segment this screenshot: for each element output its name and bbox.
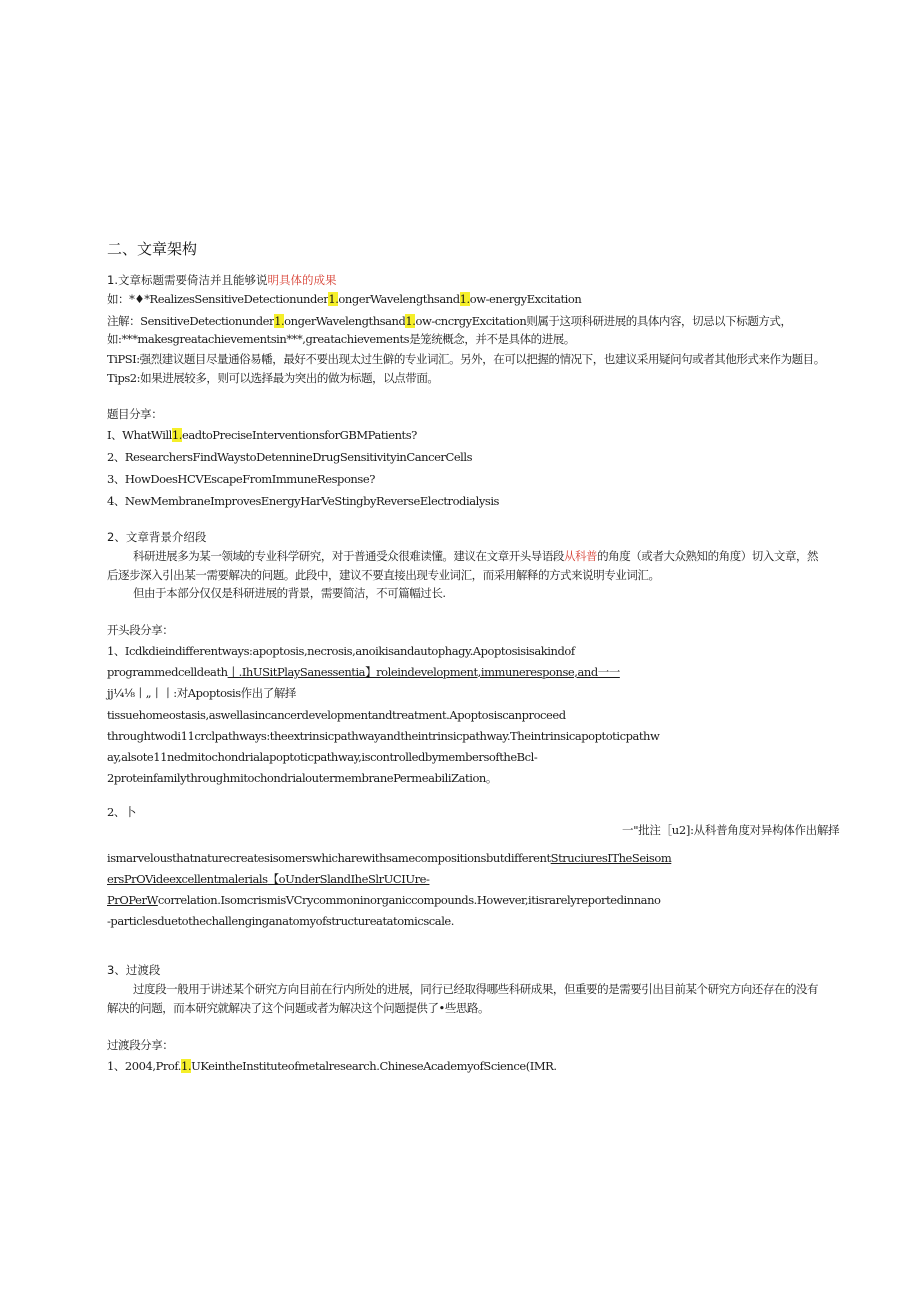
highlight: 1. [181, 1059, 192, 1073]
note-text: ongerWavelengthsand [284, 314, 406, 328]
title-heading [107, 272, 907, 288]
opening-2-line-1: 2、卜 [107, 805, 136, 819]
highlight: 1. [459, 292, 470, 306]
title-example [107, 291, 907, 307]
paragraph-text: 科研进展多为某一领域的专业科学研究，对于普通受众很难读懂。建议在文章开头导语段 [133, 549, 564, 563]
underlined-text: 丨.IhUSitPlaySanessentia】roleindevelopment,immuneresponse,and一一 [227, 665, 620, 679]
opening-2-line-3 [107, 871, 907, 887]
underlined-text: 【oUnderSlandIheSlrUCIUre- [267, 872, 430, 886]
item-text: 1、2004,Prof. [107, 1059, 181, 1073]
section-title: 二、文章架构 [107, 240, 198, 258]
opening-2-line-2 [107, 850, 907, 866]
heading-red-text: 明具体的成果 [267, 273, 337, 287]
opening-2-line-4 [107, 892, 907, 908]
line-text: correlation.IsomcrismisVCrycommoninorganiccompounds.However,itisrarelyreportedinnano [157, 893, 661, 907]
paragraph-text: 的角度（或者大众熟知的角度）切入文章，然 [597, 549, 819, 563]
annotation-comment: 一"批注［u2]:从科普角度对异构体作出解择 [622, 823, 840, 837]
background-paragraph-2: 但由于本部分仅仅是科研进展的背景，需要简洁，不可篇幅过长. [133, 586, 446, 600]
item-text: eadtoPreciseInterventionsforGBMPatients? [181, 428, 417, 442]
heading-number: 3、 [107, 963, 126, 977]
background-paragraph-1b: 后逐步深入引出某一需要解决的问题。此段中，建议不要直接出现专业词汇，而采用解释的方式来说明专业词汇。 [107, 568, 660, 582]
title-note-2: 如:***makesgreatachievementsin***,greatachievements是笼统概念，并不是具体的进展。 [107, 332, 575, 346]
titles-heading: 题目分享： [107, 407, 163, 421]
highlight: 1. [274, 314, 285, 328]
background-paragraph-1a [133, 548, 920, 564]
opening-2-line-5: -particlesduetothechallenginganatomyofstructureatatomicscale. [107, 914, 454, 928]
transition-heading [107, 962, 907, 978]
item-text: UKeintheInstituteofmetalresearch.ChineseAcademyofScience(IMR. [191, 1059, 557, 1073]
tip-1: TiPSI:强烈建议题目尽量通俗易幡，最好不要出现太过生僻的专业词汇。另外，在可以把握的情况下，也建议采用疑问句或者其他形式来作为题目。 [107, 352, 825, 366]
opening-1-line-7: 2proteinfamilythroughmitochondrialoutermembranePermeabiliZation。 [107, 771, 497, 785]
heading-number: 2、 [107, 530, 126, 544]
transition-paragraph-2: 解决的问题，而本研究就解决了这个问题或者为解决这个问题提供了•些思路。 [107, 1001, 490, 1015]
highlight: 1. [171, 428, 182, 442]
example-text: ow-energyExcitation [469, 292, 582, 306]
underlined-text: ersPrOVideexcellentmalerials [107, 872, 268, 886]
transition-paragraph-1: 过度段一般用于讲述某个研究方向目前在行内所处的进展，同行已经取得哪些科研成果，但重要的是需要引出目前某个研究方向还存在的没有 [133, 982, 819, 996]
line-text: ismarvelousthatnaturecreatesisomerswhicharewithsamecompositionsbutdifferent [107, 851, 551, 865]
transition-item-1 [107, 1058, 907, 1074]
highlight: 1. [405, 314, 416, 328]
openings-heading: 开头段分享： [107, 623, 174, 637]
highlight: 1. [328, 292, 339, 306]
underlined-text: PrOPerW [107, 893, 158, 907]
underlined-text: StruciuresITheSeisom [550, 851, 672, 865]
opening-1-line-2 [107, 664, 907, 680]
tip-2: Tips2:如果进展较多，则可以选择最为突出的做为标题，以点带面。 [107, 371, 439, 385]
opening-1-line-5: throughtwodi11crclpathways:theextrinsicpathwayandtheintrinsicpathway.Theintrinsicapoptoticpathw [107, 729, 660, 743]
transitions-heading: 过渡段分享： [107, 1038, 174, 1052]
line-text: programmedcelldeath [107, 665, 228, 679]
title-item-2: 2、ResearchersFindWaystoDetennineDrugSensitivityinCancerCells [107, 450, 473, 464]
item-text: I、WhatWill [107, 428, 172, 442]
title-note [107, 313, 907, 329]
heading-text: 文章标题需要倚洁并且能够说 [117, 273, 268, 287]
heading-text: 文章背景介绍段 [125, 530, 207, 544]
title-item-4: 4、NewMembraneImprovesEnergyHarVeStingbyReverseElectrodialysis [107, 494, 500, 508]
heading-text: 过渡段 [125, 963, 161, 977]
example-text: ongerWavelengthsand [338, 292, 460, 306]
opening-1-line-3: jj¼⅛丨„丨丨:对Apoptosis作出了解择 [107, 686, 296, 700]
background-heading [107, 529, 907, 545]
heading-number: 1. [107, 273, 118, 287]
example-text: 如：*♦*RealizesSensitiveDetectionunder [107, 292, 329, 306]
title-item-3: 3、HowDoesHCVEscapeFromImmuneResponse? [107, 472, 375, 486]
opening-1-line-6: ay,alsote11nedmitochondrialapoptoticpathway,iscontrolledbymembersoftheBcl- [107, 750, 538, 764]
opening-1-line-1: 1、Icdkdieindifferentways:apoptosis,necrosis,anoikisandautophagy.Apoptosisisakindof [107, 644, 575, 658]
title-item-1 [107, 427, 907, 443]
opening-1-line-4: tissuehomeostasis,aswellasincancerdevelopmentandtreatment.Apoptosiscanproceed [107, 708, 566, 722]
note-text: ow-cncrgyExcitation则属于这项科研进展的具体内容，切忌以下标题方式， [415, 314, 792, 328]
red-text: 从科普 [563, 549, 598, 563]
note-text: 注解：SensitiveDetectionunder [107, 314, 275, 328]
